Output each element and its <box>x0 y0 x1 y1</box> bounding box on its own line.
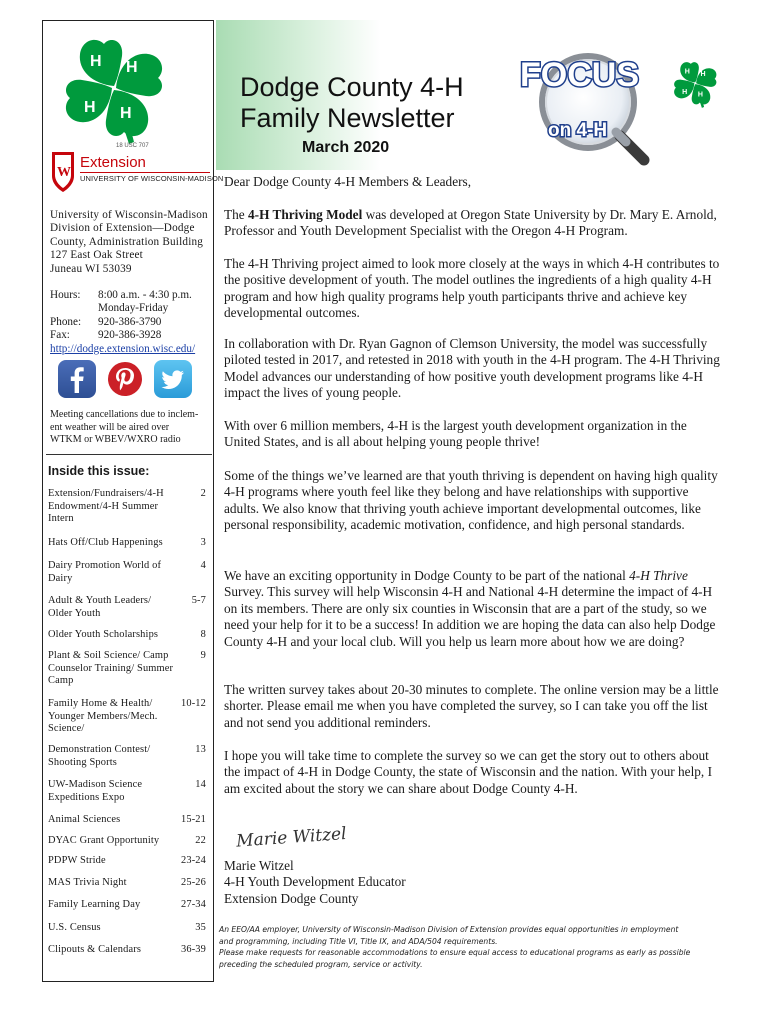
list-item <box>48 877 210 890</box>
thrive-survey-name: 4-H Thrive <box>629 568 688 583</box>
issue-title: Animal Sciences <box>48 814 121 825</box>
signature-block <box>224 858 406 907</box>
svg-text:H: H <box>697 91 703 99</box>
list-item <box>48 855 210 868</box>
letter-paragraph: With over 6 million members, 4-H is the largest youth development organization in the United States, and is all about helping young people thrive! <box>224 418 687 450</box>
phone-row <box>50 316 212 329</box>
signer-name: Marie Witzel <box>224 858 294 873</box>
eeo-line: and programming, including Title VI, Title IX, and ADA/504 requirements. <box>219 936 498 946</box>
signer-organization: Extension Dodge County <box>224 890 359 906</box>
issue-page: 5-7 <box>191 595 206 606</box>
issue-title: U.S. Census <box>48 922 101 933</box>
fax-row <box>50 329 212 342</box>
svg-text:H: H <box>700 71 706 79</box>
newsletter-title <box>240 72 510 134</box>
fax-value: 920-386-3928 <box>98 329 162 342</box>
phone-label: Phone: <box>50 315 82 328</box>
focus-word <box>520 56 639 94</box>
issue-page: 8 <box>200 629 206 640</box>
list-item <box>48 560 210 585</box>
issue-title: MAS Trivia Night <box>48 877 127 888</box>
hours-label: Hours: <box>50 289 81 301</box>
handwritten-signature <box>234 816 348 856</box>
extension-wordmark: Extension <box>80 154 146 171</box>
issue-page: 4 <box>200 560 206 571</box>
address-line: 127 East Oak Street <box>50 249 143 262</box>
svg-text:H: H <box>682 88 688 96</box>
extension-logo <box>50 150 224 196</box>
svg-text:18 USC 707: 18 USC 707 <box>116 143 149 149</box>
issue-page: 15-21 <box>181 814 206 825</box>
list-item <box>48 744 210 769</box>
address-line: Juneau WI 53039 <box>50 262 132 275</box>
hours-days-row <box>50 302 212 315</box>
list-item <box>48 698 210 736</box>
issue-title: Older Youth Scholarships <box>48 629 159 640</box>
list-item <box>48 650 210 688</box>
issue-page: 25-26 <box>181 877 206 888</box>
address-line: County, Administration Building <box>50 235 204 248</box>
eeo-line: Please make requests for reasonable accommodations to ensure equal access to educational programs as early as possible <box>219 948 691 958</box>
weather-cancellation-note <box>50 409 210 447</box>
focus-subtitle: on 4-H <box>548 120 608 141</box>
list-item <box>48 922 210 935</box>
sidebar-divider <box>46 454 212 455</box>
list-item <box>48 835 210 848</box>
meeting-note-line: ent weather will be aired over <box>50 421 170 433</box>
issue-title: PDPW Stride <box>48 855 106 866</box>
letter-paragraph: We have an exciting opportunity in Dodge County to be part of the national 4-H Thrive Survey. This survey will help Wisconsin 4-H and National 4-H determine the impact of 4-H on its members. There are only six counties in Wisconsin that are a part of the study, so we need your help for it to be a success! In addition we are hoping the data can also help Dodge County 4-H and your local club. Will you help us learn more about how we are doing? <box>224 568 716 649</box>
svg-text:H: H <box>84 99 96 116</box>
issue-page: 36-39 <box>181 944 206 955</box>
contact-info <box>50 289 212 356</box>
letter-greeting: Dear Dodge County 4-H Members & Leaders, <box>224 174 472 189</box>
letter-paragraph: In collaboration with Dr. Ryan Gagnon of Clemson University, the model was successfully piloted tested in 2017, and retested in 2018 with youth in the 4-H program. The 4-H Thriving Model advances our understanding of how positive youth development programs like 4-H impact the lives of young people. <box>224 336 720 401</box>
four-h-clover-logo <box>52 26 176 150</box>
fax-label: Fax: <box>50 329 70 342</box>
facebook-icon[interactable] <box>58 360 96 398</box>
social-links <box>58 360 198 400</box>
list-item <box>48 944 210 957</box>
signer-title: 4-H Youth Development Educator <box>224 874 406 890</box>
issue-title: UW-Madison Science Expeditions Expo <box>48 779 143 803</box>
issue-page: 14 <box>195 779 206 790</box>
meeting-note-line: Meeting cancellations due to inclem- <box>50 409 199 420</box>
issue-title: Adult & Youth Leaders/ Older Youth <box>48 595 152 619</box>
university-name: UNIVERSITY OF WISCONSIN-MADISON <box>80 174 224 183</box>
issue-page: 2 <box>200 488 206 499</box>
svg-text:Marie Witzel: Marie Witzel <box>235 823 348 852</box>
pinterest-icon[interactable] <box>106 360 144 398</box>
eeo-line: An EEO/AA employer, University of Wisconsin-Madison Division of Extension provides equal opportunities in employment <box>219 925 679 934</box>
issue-page: 3 <box>200 537 206 548</box>
small-clover-icon <box>674 62 716 108</box>
inside-this-issue-heading: Inside this issue: <box>48 462 210 480</box>
meeting-note-line: WTKM or WBEV/WXRO radio <box>50 434 181 446</box>
list-item <box>48 814 210 827</box>
issue-title: Hats Off/Club Happenings <box>48 537 163 548</box>
twitter-icon[interactable] <box>154 360 192 398</box>
issue-title: Dairy Promotion World of Dairy <box>48 560 162 584</box>
hours-row <box>50 289 212 302</box>
letter-paragraph: I hope you will take time to complete the survey so we can get the story out to others about the impact of 4-H in Dodge County, the state of Wisconsin and the nation. With your help, I am excited about the story we can share about Dodge County 4-H. <box>224 748 712 796</box>
list-item <box>48 779 210 804</box>
letter-paragraph: The written survey takes about 20-30 minutes to complete. The online version may be a little shorter. Please email me when you have completed the survey, so I can take you off the list and not send you additional reminders. <box>224 682 719 730</box>
hours-value: 8:00 a.m. - 4:30 p.m. <box>98 289 192 301</box>
title-line: Dodge County 4-H <box>240 72 464 102</box>
issue-title: Family Home & Health/ Younger Members/Mech. Science/ <box>48 698 158 734</box>
list-item <box>48 488 210 526</box>
model-name: 4-H Thriving Model <box>248 207 363 222</box>
list-item <box>48 899 210 912</box>
svg-text:W: W <box>57 165 71 180</box>
letter-paragraph: The 4-H Thriving project aimed to look more closely at the ways in which 4-H contributes to the positive development of youth. The model outlines the ingredients of a high quality 4-H program and how high quality programs help youth participants thrive and achieve key developmental outcomes. <box>224 256 720 321</box>
phone-value: 920-386-3790 <box>98 315 162 328</box>
issue-date: March 2020 <box>302 139 390 156</box>
svg-text:FOCUS: FOCUS <box>520 56 639 94</box>
eeo-line: preceding the scheduled program, service or activity. <box>219 959 423 969</box>
address-line: Division of Extension—Dodge <box>50 222 195 235</box>
issue-title: Demonstration Contest/ Shooting Sports <box>48 744 151 768</box>
issue-page: 9 <box>200 650 206 661</box>
list-item <box>48 595 210 620</box>
svg-text:H: H <box>126 59 138 76</box>
letter-paragraph: The 4-H Thriving Model was developed at Oregon State University by Dr. Mary E. Arnold, Professor and Youth Development Specialist with the Oregon 4-H Program. <box>224 207 717 239</box>
issue-title: Extension/Fundraisers/4-H Endowment/4-H Summer Intern <box>48 488 164 524</box>
issue-page: 22 <box>195 835 206 846</box>
issue-page: 13 <box>195 744 206 755</box>
svg-text:H: H <box>684 68 690 76</box>
address-line: University of Wisconsin-Madison <box>50 209 208 221</box>
list-item <box>48 629 210 642</box>
focus-on-4h-logo <box>508 52 726 164</box>
svg-text:H: H <box>120 105 132 122</box>
issue-title: DYAC Grant Opportunity <box>48 835 160 846</box>
letter-paragraph: Some of the things we’ve learned are that youth thriving is dependent on having high quality 4-H programs where youth feel like they belong and have relationships with supportive adults. We also know that thriving youth achieve important developmental outcomes, like personal responsibility, academic motivation, confidence, and high personal standards. <box>224 468 718 533</box>
hours-days: Monday-Friday <box>98 302 169 315</box>
issue-page: 10-12 <box>181 698 206 709</box>
office-address <box>50 209 212 276</box>
issue-page: 23-24 <box>181 855 206 866</box>
svg-text:H: H <box>90 53 102 70</box>
title-line: Family Newsletter <box>240 103 455 133</box>
issue-title: Plant & Soil Science/ Camp Counselor Training/ Summer Camp <box>48 650 174 686</box>
issue-title: Family Learning Day <box>48 899 141 910</box>
uw-crest-icon <box>50 150 76 194</box>
issue-page: 35 <box>195 922 206 933</box>
issue-title: Clipouts & Calendars <box>48 944 142 955</box>
issue-page: 27-34 <box>181 899 206 910</box>
list-item <box>48 537 210 550</box>
eeo-statement <box>219 924 725 970</box>
extension-rule <box>80 172 210 173</box>
website-link[interactable]: http://dodge.extension.wisc.edu/ <box>50 342 196 355</box>
